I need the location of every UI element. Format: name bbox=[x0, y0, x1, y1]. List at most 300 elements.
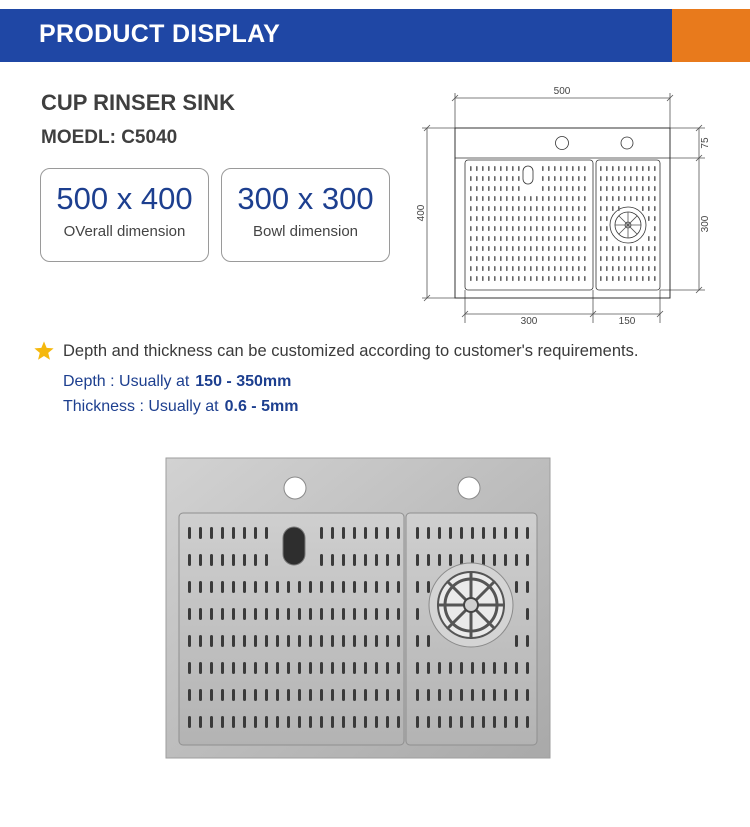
drain-slot-mark bbox=[438, 527, 441, 539]
drain-slot-mark bbox=[375, 581, 378, 593]
drain-slot-mark bbox=[642, 176, 644, 181]
drain-slot-mark bbox=[470, 206, 472, 211]
drain-slot-mark bbox=[600, 256, 602, 261]
drain-slot-mark bbox=[232, 689, 235, 701]
drain-slot-mark bbox=[460, 716, 463, 728]
drain-slot-mark bbox=[542, 256, 544, 261]
drain-slot-mark bbox=[566, 276, 568, 281]
drain-slot-mark bbox=[566, 176, 568, 181]
drain-slot-mark bbox=[375, 716, 378, 728]
drain-slot-mark bbox=[578, 256, 580, 261]
drain-slot-mark bbox=[526, 554, 529, 566]
drain-slot-mark bbox=[243, 608, 246, 620]
drain-slot-mark bbox=[618, 266, 620, 271]
drain-slot-mark bbox=[386, 635, 389, 647]
drain-slot-mark bbox=[560, 226, 562, 231]
drain-slot-mark bbox=[536, 276, 538, 281]
drain-slot-mark bbox=[500, 176, 502, 181]
drain-slot-mark bbox=[494, 196, 496, 201]
drain-slot-mark bbox=[254, 716, 257, 728]
drain-slot-mark bbox=[331, 581, 334, 593]
drain-slot-mark bbox=[612, 266, 614, 271]
drain-slot-mark bbox=[232, 581, 235, 593]
drain-slot-mark bbox=[542, 236, 544, 241]
drain-slot-mark bbox=[560, 176, 562, 181]
drain-slot-mark bbox=[542, 226, 544, 231]
drain-slot-mark bbox=[210, 635, 213, 647]
drain-slot-mark bbox=[566, 166, 568, 171]
drain-slot-mark bbox=[482, 236, 484, 241]
drain-slot-mark bbox=[254, 689, 257, 701]
drain-slot-mark bbox=[554, 266, 556, 271]
drain-slot-mark bbox=[612, 166, 614, 171]
drain-slot-mark bbox=[536, 206, 538, 211]
drain-slot-mark bbox=[642, 246, 644, 251]
drain-slot-mark bbox=[636, 196, 638, 201]
cup-rinser-icon bbox=[429, 563, 513, 647]
drain-slot-mark bbox=[566, 196, 568, 201]
overall-dimension-card bbox=[40, 168, 209, 262]
drain-slot-mark bbox=[188, 662, 191, 674]
drain-slot-mark bbox=[331, 554, 334, 566]
drain-slot-mark bbox=[636, 166, 638, 171]
drain-slot-mark bbox=[416, 527, 419, 539]
drain-slot-mark bbox=[618, 256, 620, 261]
drain-slot-mark bbox=[536, 266, 538, 271]
star-icon bbox=[33, 340, 55, 362]
drain-slot-mark bbox=[536, 236, 538, 241]
drain-slot-mark bbox=[578, 246, 580, 251]
drain-slot-mark bbox=[600, 216, 602, 221]
drain-slot-mark bbox=[482, 276, 484, 281]
drain-slot-mark bbox=[309, 608, 312, 620]
drain-slot-mark bbox=[364, 635, 367, 647]
drain-slot-mark bbox=[199, 635, 202, 647]
drain-slot-mark bbox=[572, 276, 574, 281]
drain-slot-mark bbox=[493, 662, 496, 674]
drain-slot-mark bbox=[397, 662, 400, 674]
drain-slot-mark bbox=[488, 216, 490, 221]
drain-slot-mark bbox=[506, 246, 508, 251]
drain-slot-mark bbox=[618, 206, 620, 211]
drain-slot-mark bbox=[342, 716, 345, 728]
drain-slot-mark bbox=[488, 186, 490, 191]
bowl-dimension-card bbox=[221, 168, 390, 262]
drain-slot-mark bbox=[542, 216, 544, 221]
drain-slot-mark bbox=[506, 206, 508, 211]
drain-slot-mark bbox=[648, 176, 650, 181]
drain-slot-mark bbox=[199, 527, 202, 539]
drain-slot-mark bbox=[254, 662, 257, 674]
drain-slot-mark bbox=[536, 226, 538, 231]
drain-slot-mark bbox=[515, 662, 518, 674]
drain-slot-mark bbox=[542, 266, 544, 271]
drain-slot-mark bbox=[488, 236, 490, 241]
overall-dimension-value: 500 x 400 bbox=[56, 181, 193, 216]
drain-slot-mark bbox=[476, 236, 478, 241]
drain-slot-mark bbox=[526, 635, 529, 647]
drain-slot-mark bbox=[309, 581, 312, 593]
drain-slot-mark bbox=[476, 216, 478, 221]
drain-slot-mark bbox=[494, 216, 496, 221]
drain-slot-mark bbox=[530, 276, 532, 281]
drain-slot-mark bbox=[386, 608, 389, 620]
drain-slot-mark bbox=[320, 716, 323, 728]
drain-slot-mark bbox=[624, 246, 626, 251]
drain-slot-mark bbox=[276, 581, 279, 593]
drain-slot-mark bbox=[500, 226, 502, 231]
drain-slot-mark bbox=[624, 176, 626, 181]
drain-slot-mark bbox=[375, 662, 378, 674]
drain-slot-mark bbox=[254, 554, 257, 566]
drain-slot-mark bbox=[578, 276, 580, 281]
drain-slot-mark bbox=[353, 581, 356, 593]
drain-slot-mark bbox=[320, 662, 323, 674]
drain-slot-mark bbox=[386, 581, 389, 593]
drain-slot-mark bbox=[243, 635, 246, 647]
drain-slot-mark bbox=[524, 246, 526, 251]
drain-slot-mark bbox=[515, 581, 518, 593]
drain-slot-mark bbox=[642, 166, 644, 171]
drain-slot-mark bbox=[506, 266, 508, 271]
drain-slot-mark bbox=[518, 256, 520, 261]
drain-slot-mark bbox=[584, 246, 586, 251]
drain-slot-mark bbox=[342, 662, 345, 674]
drain-slot-mark bbox=[476, 276, 478, 281]
drain-slot-mark bbox=[416, 689, 419, 701]
drain-slot-mark bbox=[648, 236, 650, 241]
drain-slot-mark bbox=[210, 716, 213, 728]
drain-slot-mark bbox=[243, 527, 246, 539]
drain-slot-mark bbox=[488, 176, 490, 181]
drain-slot-mark bbox=[512, 256, 514, 261]
drain-slot-mark bbox=[386, 554, 389, 566]
drain-slot-mark bbox=[471, 716, 474, 728]
drain-slot-mark bbox=[642, 266, 644, 271]
overall-dimension-label: OVerall dimension bbox=[63, 223, 186, 240]
drain-slot-mark bbox=[518, 196, 520, 201]
drain-slot-mark bbox=[548, 196, 550, 201]
drain-slot-mark bbox=[636, 256, 638, 261]
drain-slot-mark bbox=[572, 246, 574, 251]
drain-slot-mark bbox=[276, 689, 279, 701]
drain-slot-mark bbox=[287, 608, 290, 620]
drain-slot-mark bbox=[624, 276, 626, 281]
thickness-spec bbox=[63, 398, 298, 416]
drain-slot-mark bbox=[654, 176, 656, 181]
drain-slot-mark bbox=[518, 236, 520, 241]
drain-slot-mark bbox=[493, 716, 496, 728]
drain-slot-mark bbox=[542, 176, 544, 181]
drain-slot-mark bbox=[654, 256, 656, 261]
drain-slot-mark bbox=[397, 689, 400, 701]
drain-slot-mark bbox=[232, 716, 235, 728]
drain-slot-mark bbox=[342, 608, 345, 620]
drain-slot-mark bbox=[584, 216, 586, 221]
drain-slot-mark bbox=[500, 276, 502, 281]
drain-slot-mark bbox=[298, 662, 301, 674]
drain-slot-mark bbox=[578, 186, 580, 191]
drain-slot-mark bbox=[642, 186, 644, 191]
drain-slot-mark bbox=[500, 246, 502, 251]
drain-slot-mark bbox=[518, 246, 520, 251]
drain-slot-mark bbox=[600, 276, 602, 281]
drain-slot-mark bbox=[648, 246, 650, 251]
drain-slot-mark bbox=[342, 689, 345, 701]
drain-slot-mark bbox=[524, 266, 526, 271]
drain-slot-mark bbox=[612, 206, 614, 211]
drain-slot-mark bbox=[618, 166, 620, 171]
drain-slot-mark bbox=[494, 206, 496, 211]
drain-slot-mark bbox=[416, 608, 419, 620]
drain-slot-mark bbox=[375, 689, 378, 701]
drain-slot-mark bbox=[515, 716, 518, 728]
product-model: MOEDL: C5040 bbox=[41, 127, 178, 148]
drain-slot-mark bbox=[554, 166, 556, 171]
drain-slot-mark bbox=[353, 527, 356, 539]
drain-slot-mark bbox=[298, 635, 301, 647]
drain-slot-mark bbox=[548, 236, 550, 241]
drain-slot-mark bbox=[488, 196, 490, 201]
drain-slot-mark bbox=[265, 635, 268, 647]
drain-slot-mark bbox=[232, 662, 235, 674]
drain-slot-mark bbox=[530, 196, 532, 201]
drain-slot-mark bbox=[476, 196, 478, 201]
drain-slot-mark bbox=[606, 206, 608, 211]
drain-slot-mark bbox=[572, 206, 574, 211]
drain-slot-mark bbox=[600, 236, 602, 241]
drain-slot-mark bbox=[606, 166, 608, 171]
drain-slot-mark bbox=[518, 186, 520, 191]
drain-slot-mark bbox=[578, 206, 580, 211]
header-banner bbox=[0, 9, 750, 62]
drain-slot-mark bbox=[331, 527, 334, 539]
drain-slot-mark bbox=[353, 554, 356, 566]
drain-slot-mark bbox=[584, 166, 586, 171]
drain-slot-mark bbox=[524, 216, 526, 221]
drain-slot-mark bbox=[320, 689, 323, 701]
drain-slot-mark bbox=[526, 527, 529, 539]
drain-slot-mark bbox=[548, 176, 550, 181]
drain-slot-mark bbox=[584, 196, 586, 201]
drain-slot-mark bbox=[630, 186, 632, 191]
drain-slot-mark bbox=[612, 256, 614, 261]
drain-slot-mark bbox=[353, 635, 356, 647]
drain-slot-mark bbox=[476, 246, 478, 251]
drain-slot-mark bbox=[530, 216, 532, 221]
drain-slot-mark bbox=[438, 716, 441, 728]
drain-slot-mark bbox=[470, 226, 472, 231]
drain-slot-mark bbox=[397, 554, 400, 566]
drain-slot-mark bbox=[584, 226, 586, 231]
drain-slot-mark bbox=[188, 689, 191, 701]
drain-slot-mark bbox=[364, 689, 367, 701]
drain-slot-mark bbox=[188, 527, 191, 539]
drain-slot-mark bbox=[287, 581, 290, 593]
drain-slot-mark bbox=[416, 581, 419, 593]
drain-slot-mark bbox=[254, 635, 257, 647]
drain-slot-mark bbox=[518, 166, 520, 171]
drain-slot-mark bbox=[630, 266, 632, 271]
drain-slot-mark bbox=[476, 176, 478, 181]
drain-slot-mark bbox=[482, 266, 484, 271]
drain-slot-mark bbox=[606, 236, 608, 241]
drain-slot-mark bbox=[530, 206, 532, 211]
drain-slot-mark bbox=[648, 266, 650, 271]
drain-slot-mark bbox=[506, 236, 508, 241]
drain-slot-mark bbox=[578, 176, 580, 181]
drain-slot-mark bbox=[654, 246, 656, 251]
drain-slot-mark bbox=[512, 216, 514, 221]
drain-slot-mark bbox=[471, 662, 474, 674]
drain-slot-mark bbox=[578, 196, 580, 201]
drain-slot-mark bbox=[221, 662, 224, 674]
drain-slot-mark bbox=[584, 176, 586, 181]
drain-slot-mark bbox=[512, 176, 514, 181]
drain-slot-mark bbox=[572, 216, 574, 221]
drain-slot-mark bbox=[518, 226, 520, 231]
drain-slot-mark bbox=[494, 176, 496, 181]
drain-slot-mark bbox=[648, 216, 650, 221]
drain-slot-mark bbox=[654, 226, 656, 231]
drain-slot-mark bbox=[353, 662, 356, 674]
drain-slot-mark bbox=[560, 236, 562, 241]
drain-slot-mark bbox=[630, 256, 632, 261]
drain-slot-mark bbox=[554, 186, 556, 191]
drain-slot-mark bbox=[449, 689, 452, 701]
drain-slot-mark bbox=[482, 527, 485, 539]
drain-slot-mark bbox=[243, 554, 246, 566]
drain-slot-mark bbox=[364, 581, 367, 593]
drain-slot-mark bbox=[476, 166, 478, 171]
drain-slot-mark bbox=[427, 635, 430, 647]
drain-slot-mark bbox=[482, 176, 484, 181]
drain-slot-mark bbox=[524, 276, 526, 281]
depth-value: 150 - 350mm bbox=[195, 373, 292, 390]
drain-slot-mark bbox=[600, 246, 602, 251]
drain-slot-mark bbox=[276, 635, 279, 647]
banner-accent bbox=[672, 9, 750, 62]
drain-slot-mark bbox=[493, 554, 496, 566]
drain-slot-mark bbox=[542, 276, 544, 281]
drain-slot-mark bbox=[578, 216, 580, 221]
drain-slot-mark bbox=[542, 166, 544, 171]
drain-slot-mark bbox=[572, 226, 574, 231]
drain-slot-mark bbox=[188, 581, 191, 593]
drain-slot-mark bbox=[584, 256, 586, 261]
drain-slot-mark bbox=[470, 276, 472, 281]
drain-slot-mark bbox=[654, 216, 656, 221]
drain-slot-mark bbox=[309, 716, 312, 728]
drain-slot-mark bbox=[566, 226, 568, 231]
drain-slot-mark bbox=[560, 186, 562, 191]
drain-slot-mark bbox=[488, 166, 490, 171]
drain-slot-mark bbox=[536, 256, 538, 261]
drain-slot-mark bbox=[364, 527, 367, 539]
drain-slot-mark bbox=[488, 266, 490, 271]
drain-slot-mark bbox=[500, 266, 502, 271]
drain-slot-mark bbox=[560, 166, 562, 171]
drain-slot-mark bbox=[512, 276, 514, 281]
drain-slot-mark bbox=[500, 256, 502, 261]
drain-slot-mark bbox=[654, 266, 656, 271]
drain-slot-mark bbox=[624, 166, 626, 171]
drain-slot-mark bbox=[488, 206, 490, 211]
drain-slot-mark bbox=[548, 166, 550, 171]
drain-slot-mark bbox=[584, 276, 586, 281]
drain-slot-mark bbox=[397, 581, 400, 593]
drain-slot-mark bbox=[572, 196, 574, 201]
drain-slot-mark bbox=[515, 554, 518, 566]
drain-slot-mark bbox=[342, 635, 345, 647]
drain-slot-mark bbox=[500, 166, 502, 171]
drain-slot-mark bbox=[488, 246, 490, 251]
drain-slot-mark bbox=[199, 662, 202, 674]
drain-slot-mark bbox=[364, 716, 367, 728]
drain-slot-mark bbox=[654, 276, 656, 281]
drain-slot-mark bbox=[566, 216, 568, 221]
drain-slot-mark bbox=[518, 176, 520, 181]
thickness-value: 0.6 - 5mm bbox=[224, 398, 299, 415]
drain-slot-mark bbox=[566, 236, 568, 241]
drain-slot-mark bbox=[600, 206, 602, 211]
drain-slot-mark bbox=[232, 554, 235, 566]
drain-slot-mark bbox=[488, 256, 490, 261]
drain-slot-mark bbox=[470, 186, 472, 191]
drain-slot-mark bbox=[515, 635, 518, 647]
drain-slot-mark bbox=[375, 527, 378, 539]
drain-slot-mark bbox=[232, 635, 235, 647]
drain-slot-mark bbox=[578, 266, 580, 271]
drain-slot-mark bbox=[397, 716, 400, 728]
drain-slot-mark bbox=[482, 716, 485, 728]
drain-slot-mark bbox=[530, 256, 532, 261]
drain-slot-mark bbox=[506, 216, 508, 221]
drain-slot-mark bbox=[386, 689, 389, 701]
drain-slot-mark bbox=[600, 176, 602, 181]
drain-slot-mark bbox=[470, 166, 472, 171]
drain-slot-mark bbox=[512, 186, 514, 191]
drain-slot-mark bbox=[482, 256, 484, 261]
drain-slot-mark bbox=[309, 689, 312, 701]
drain-slot-mark bbox=[221, 716, 224, 728]
drain-slot-mark bbox=[526, 689, 529, 701]
drain-slot-mark bbox=[554, 226, 556, 231]
drain-slot-mark bbox=[606, 226, 608, 231]
drain-slot-mark bbox=[427, 716, 430, 728]
drain-slot-mark bbox=[566, 246, 568, 251]
drain-slot-mark bbox=[512, 266, 514, 271]
drain-slot-mark bbox=[287, 716, 290, 728]
drain-slot-mark bbox=[515, 527, 518, 539]
drain-slot-mark bbox=[548, 246, 550, 251]
drain-slot-mark bbox=[482, 216, 484, 221]
drain-slot-mark bbox=[476, 186, 478, 191]
drain-slot-mark bbox=[331, 716, 334, 728]
drain-slot-mark bbox=[606, 276, 608, 281]
dim-bowl-height-label: 300 bbox=[700, 215, 711, 233]
drain-slot-mark bbox=[221, 581, 224, 593]
drain-slot-mark bbox=[512, 206, 514, 211]
drain-slot-mark bbox=[482, 186, 484, 191]
drain-slot-mark bbox=[578, 166, 580, 171]
drain-slot-mark bbox=[618, 246, 620, 251]
drain-slot-mark bbox=[648, 166, 650, 171]
drain-slot-mark bbox=[624, 196, 626, 201]
drain-slot-mark bbox=[416, 716, 419, 728]
drain-slot-mark bbox=[199, 689, 202, 701]
drain-slot-mark bbox=[320, 581, 323, 593]
